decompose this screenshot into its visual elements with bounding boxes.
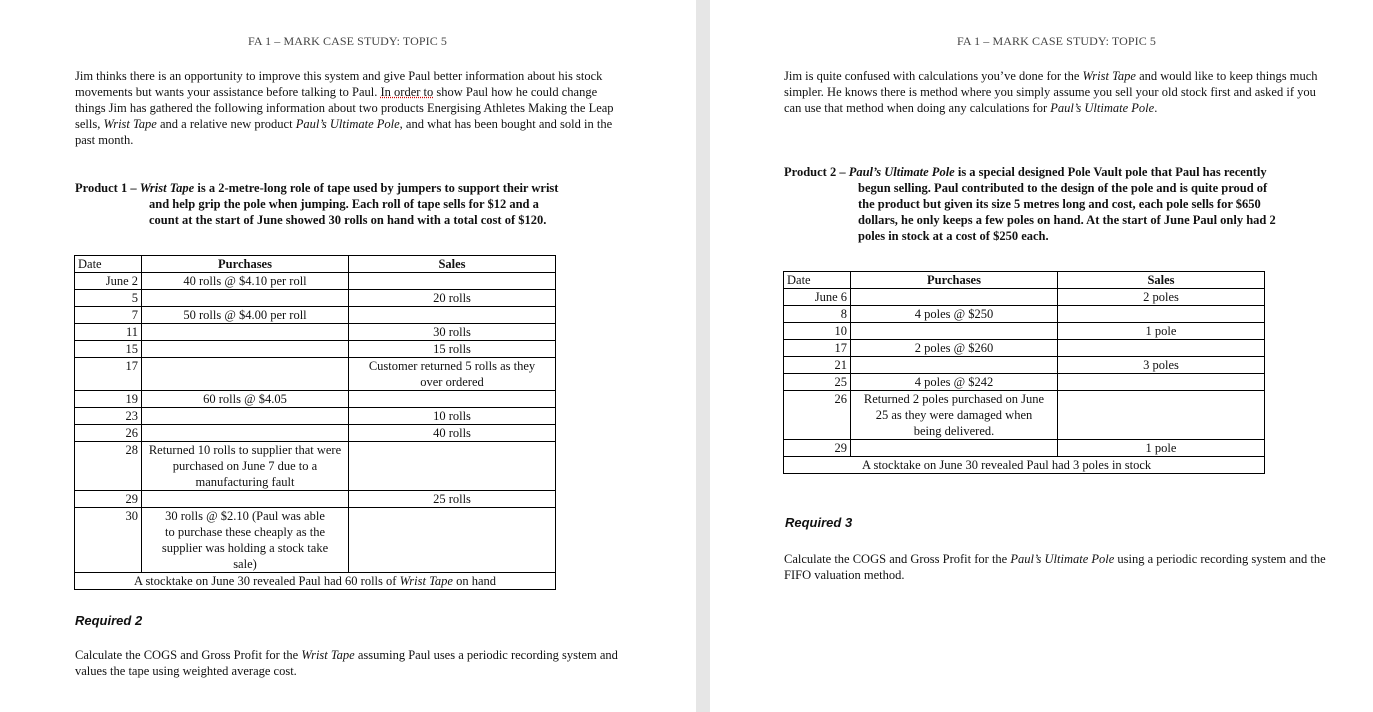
cell-date: 30 xyxy=(75,508,142,573)
table-row xyxy=(784,374,1265,391)
table-row xyxy=(784,323,1265,340)
right-page xyxy=(710,0,1373,712)
cell-purchase: 2 poles @ $260 xyxy=(851,340,1058,357)
cell-purchase xyxy=(142,290,349,307)
column-header-sales: Sales xyxy=(349,256,556,273)
table-row xyxy=(75,391,556,408)
cell-date: 29 xyxy=(75,491,142,508)
cell-sale: 1 pole xyxy=(1058,440,1265,457)
table-row xyxy=(75,358,556,391)
footer-text: on hand xyxy=(452,574,497,588)
product-2-description xyxy=(784,164,1344,244)
cell-sale: 1 pole xyxy=(1058,323,1265,340)
product-name: Paul’s Ultimate Pole xyxy=(848,165,955,179)
intro-paragraph xyxy=(784,68,1332,116)
product-text: is a 2-metre-long role of tape used by jumpers to support their wrist xyxy=(194,181,559,195)
cell-purchase xyxy=(142,425,349,442)
intro-text: Jim is quite confused with calculations you’ve done for the xyxy=(784,69,1083,83)
table-header-row xyxy=(75,256,556,273)
cell-sale: 15 rolls xyxy=(349,341,556,358)
table-footer-row xyxy=(75,573,556,590)
footer-product-name: Wrist Tape xyxy=(399,574,453,588)
cell-purchase xyxy=(142,358,349,391)
cell-purchase xyxy=(851,289,1058,306)
cell-date: 10 xyxy=(784,323,851,340)
intro-text: and would like to keep things much simpler. He knows there is method where you simply assume you sell your old stock first and asked if you can use that method when doing any calculations for xyxy=(784,69,1318,115)
required-text: using a periodic recording system and the FIFO valuation method. xyxy=(784,552,1326,582)
cell-sale: Customer returned 5 rolls as they over ordered xyxy=(349,358,556,391)
product-name: Wrist Tape xyxy=(139,181,195,195)
table-row xyxy=(75,425,556,442)
wrist-tape-transactions-table xyxy=(74,255,556,590)
cell-date: 26 xyxy=(75,425,142,442)
cell-purchase xyxy=(851,357,1058,374)
column-header-purchases: Purchases xyxy=(142,256,349,273)
cell-sale xyxy=(1058,391,1265,440)
cell-date: 21 xyxy=(784,357,851,374)
product-text: and help grip the pole when jumping. Each roll of tape sells for $12 and a xyxy=(149,197,539,211)
table-row xyxy=(784,289,1265,306)
product-name-ultimate-pole: Paul’s Ultimate Pole xyxy=(1050,101,1155,115)
product-text: poles in stock at a cost of $250 each. xyxy=(858,229,1049,243)
table-row xyxy=(75,508,556,573)
required-text: assuming Paul uses a periodic recording system and values the tape using weighted average cost. xyxy=(75,648,618,678)
product-name-wrist-tape: Wrist Tape xyxy=(1082,69,1136,83)
footer-text: A stocktake on June 30 revealed Paul had 60 rolls of xyxy=(133,574,400,588)
required-3-heading: Required 3 xyxy=(785,515,853,530)
cell-date: 11 xyxy=(75,324,142,341)
required-2-heading: Required 2 xyxy=(75,613,143,628)
column-header-sales: Sales xyxy=(1058,272,1265,289)
cell-sale: 3 poles xyxy=(1058,357,1265,374)
cell-purchase xyxy=(851,440,1058,457)
cell-purchase xyxy=(142,491,349,508)
required-3-text xyxy=(784,551,1332,583)
cell-purchase: 60 rolls @ $4.05 xyxy=(142,391,349,408)
cell-date: 8 xyxy=(784,306,851,323)
intro-text: show Paul how he could change things Jim has gathered the following information about two products Energising Athletes Making the Leap sells, xyxy=(75,85,614,131)
required-text: Calculate the COGS and Gross Profit for the xyxy=(784,552,1011,566)
table-row xyxy=(784,391,1265,440)
required-text: Calculate the COGS and Gross Profit for the xyxy=(75,648,302,662)
cell-date: 17 xyxy=(75,358,142,391)
cell-sale xyxy=(1058,374,1265,391)
product-label: Product 2 – xyxy=(784,165,849,179)
table-row xyxy=(75,324,556,341)
column-header-date: Date xyxy=(75,256,142,273)
cell-sale: 10 rolls xyxy=(349,408,556,425)
column-header-date: Date xyxy=(784,272,851,289)
table-footer-row xyxy=(784,457,1265,474)
product-text: count at the start of June showed 30 rolls on hand with a total cost of $120. xyxy=(149,213,547,227)
cell-purchase: 30 rolls @ $2.10 (Paul was able to purchase these cheaply as the supplier was holding a stock take sale) xyxy=(142,508,349,573)
cell-purchase: Returned 2 poles purchased on June 25 as they were damaged when being delivered. xyxy=(851,391,1058,440)
product-text: begun selling. Paul contributed to the design of the pole and is quite proud of xyxy=(858,181,1268,195)
intro-text: and a relative new product xyxy=(156,117,296,131)
stocktake-note: A stocktake on June 30 revealed Paul had 3 poles in stock xyxy=(784,457,1265,474)
required-2-text xyxy=(75,647,623,679)
cell-purchase xyxy=(851,323,1058,340)
cell-date: 26 xyxy=(784,391,851,440)
table-row xyxy=(784,440,1265,457)
cell-date: June 2 xyxy=(75,273,142,290)
cell-date: June 6 xyxy=(784,289,851,306)
cell-sale: 20 rolls xyxy=(349,290,556,307)
cell-sale: 40 rolls xyxy=(349,425,556,442)
cell-date: 17 xyxy=(784,340,851,357)
cell-sale: 30 rolls xyxy=(349,324,556,341)
cell-sale xyxy=(349,508,556,573)
table-header-row xyxy=(784,272,1265,289)
cell-sale xyxy=(349,442,556,491)
product-name: Wrist Tape xyxy=(301,648,355,662)
table-row xyxy=(75,341,556,358)
cell-sale xyxy=(1058,340,1265,357)
cell-date: 19 xyxy=(75,391,142,408)
table-row xyxy=(75,273,556,290)
cell-sale xyxy=(349,273,556,290)
table-row xyxy=(784,357,1265,374)
table-row xyxy=(75,307,556,324)
cell-sale: 25 rolls xyxy=(349,491,556,508)
intro-underlined-text: In order to xyxy=(380,85,434,99)
table-row xyxy=(75,290,556,307)
intro-text: Jim thinks there is an opportunity to improve this system and give Paul better information about his stock movements but wants your assistance before talking to Paul. xyxy=(75,69,603,99)
table-row xyxy=(75,442,556,491)
cell-date: 25 xyxy=(784,374,851,391)
column-header-purchases: Purchases xyxy=(851,272,1058,289)
table-row xyxy=(75,408,556,425)
product-name-wrist-tape: Wrist Tape xyxy=(103,117,157,131)
product-text: the product but given its size 5 metres long and cost, each pole sells for $650 xyxy=(858,197,1261,211)
cell-purchase xyxy=(142,341,349,358)
cell-sale xyxy=(349,391,556,408)
ultimate-pole-transactions-table xyxy=(783,271,1265,474)
cell-sale: 2 poles xyxy=(1058,289,1265,306)
cell-purchase: 4 poles @ $250 xyxy=(851,306,1058,323)
stocktake-note xyxy=(75,573,556,590)
cell-purchase: 40 rolls @ $4.10 per roll xyxy=(142,273,349,290)
page-header: FA 1 – MARK CASE STUDY: TOPIC 5 xyxy=(248,34,448,48)
product-text: is a special designed Pole Vault pole that Paul has recently xyxy=(954,165,1267,179)
cell-sale xyxy=(349,307,556,324)
product-label: Product 1 – xyxy=(75,181,140,195)
page-header: FA 1 – MARK CASE STUDY: TOPIC 5 xyxy=(957,34,1157,48)
cell-date: 29 xyxy=(784,440,851,457)
intro-text: . xyxy=(1154,101,1158,115)
cell-date: 5 xyxy=(75,290,142,307)
product-name: Paul’s Ultimate Pole xyxy=(1010,552,1115,566)
intro-text: , and what has been bought and sold in the past month. xyxy=(75,117,613,147)
intro-paragraph xyxy=(75,68,623,148)
cell-purchase: 50 rolls @ $4.00 per roll xyxy=(142,307,349,324)
cell-date: 28 xyxy=(75,442,142,491)
cell-purchase xyxy=(142,324,349,341)
table-row xyxy=(784,306,1265,323)
cell-sale xyxy=(1058,306,1265,323)
table-row xyxy=(784,340,1265,357)
cell-purchase: Returned 10 rolls to supplier that were purchased on June 7 due to a manufacturing fault xyxy=(142,442,349,491)
table-row xyxy=(75,491,556,508)
cell-date: 23 xyxy=(75,408,142,425)
cell-date: 7 xyxy=(75,307,142,324)
cell-purchase: 4 poles @ $242 xyxy=(851,374,1058,391)
cell-date: 15 xyxy=(75,341,142,358)
product-1-description xyxy=(75,180,635,228)
cell-purchase xyxy=(142,408,349,425)
product-text: dollars, he only keeps a few poles on hand. At the start of June Paul only had 2 xyxy=(858,213,1276,227)
product-name-ultimate-pole: Paul’s Ultimate Pole xyxy=(295,117,400,131)
